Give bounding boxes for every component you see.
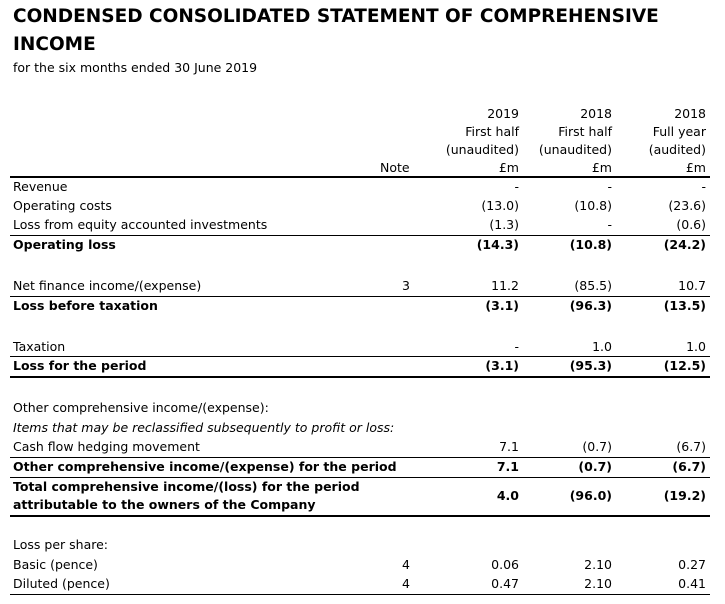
header-col-2019-h1 bbox=[446, 105, 519, 177]
value-2019-h1: 7.1 bbox=[496, 459, 519, 474]
value-2018-h1: 2.10 bbox=[584, 576, 612, 591]
page-title: CONDENSED CONSOLIDATED STATEMENT OF COMPREHENSIVE INCOME bbox=[13, 6, 659, 55]
value-2019-h1: 11.2 bbox=[491, 278, 519, 293]
value-2018-h1: 2.10 bbox=[584, 557, 612, 572]
row-label bbox=[13, 478, 360, 514]
header-period: First half bbox=[465, 124, 519, 139]
value-2018-h1: (95.3) bbox=[569, 358, 612, 373]
header-col-2018-fy bbox=[649, 105, 706, 177]
value-2018-h1: (96.0) bbox=[569, 488, 612, 503]
row-note: 3 bbox=[402, 278, 410, 293]
value-2018-h1: (85.5) bbox=[574, 278, 612, 293]
value-2018-fy: 0.41 bbox=[678, 576, 706, 591]
row-label: Items that may be reclassified subsequently to profit or loss: bbox=[13, 420, 395, 435]
row-label: Revenue bbox=[13, 179, 68, 194]
row-cash-flow-hedging bbox=[10, 437, 710, 457]
value-2018-h1: - bbox=[607, 217, 612, 232]
row-lps-heading bbox=[10, 535, 710, 555]
header-year: 2018 bbox=[580, 106, 612, 121]
row-label: Other comprehensive income/(expense): bbox=[13, 400, 269, 415]
value-2019-h1: - bbox=[514, 179, 519, 194]
value-2019-h1: (13.0) bbox=[481, 198, 519, 213]
row-label-line2: attributable to the owners of the Company bbox=[13, 497, 316, 512]
value-2018-h1: - bbox=[607, 179, 612, 194]
row-label: Other comprehensive income/(expense) for the period bbox=[13, 459, 397, 474]
value-2018-fy: 10.7 bbox=[678, 278, 706, 293]
value-2019-h1: (3.1) bbox=[485, 358, 519, 373]
double-rule bbox=[10, 515, 710, 517]
header-period: Full year bbox=[652, 124, 706, 139]
row-label: Loss for the period bbox=[13, 358, 147, 373]
value-2018-h1: 1.0 bbox=[592, 339, 612, 354]
row-revenue bbox=[10, 177, 710, 197]
row-label: Net finance income/(expense) bbox=[13, 278, 202, 293]
row-label-line1: Total comprehensive income/(loss) for the period bbox=[13, 479, 360, 494]
header-year: 2018 bbox=[674, 106, 706, 121]
value-2019-h1: 4.0 bbox=[496, 488, 519, 503]
value-2019-h1: 7.1 bbox=[499, 439, 519, 454]
row-note: 4 bbox=[402, 576, 410, 591]
row-loss-for-period bbox=[10, 356, 710, 376]
row-net-finance bbox=[10, 276, 710, 296]
row-oci-heading bbox=[10, 398, 710, 418]
value-2018-h1: (0.7) bbox=[582, 439, 612, 454]
header-note-label: Note bbox=[380, 160, 410, 175]
row-label: Operating loss bbox=[13, 237, 116, 252]
value-2018-h1: (10.8) bbox=[574, 198, 612, 213]
rule bbox=[10, 594, 710, 595]
row-equity-investments bbox=[10, 215, 710, 235]
double-rule bbox=[10, 376, 710, 378]
value-2019-h1: (14.3) bbox=[476, 237, 519, 252]
header-unit: £m bbox=[498, 160, 519, 175]
header-year: 2019 bbox=[487, 106, 519, 121]
value-2019-h1: (1.3) bbox=[489, 217, 519, 232]
value-2018-h1: (96.3) bbox=[569, 298, 612, 313]
page-subtitle: for the six months ended 30 June 2019 bbox=[13, 60, 258, 75]
header-audit-status: (unaudited) bbox=[538, 142, 612, 157]
value-2018-fy: (13.5) bbox=[663, 298, 706, 313]
value-2019-h1: - bbox=[514, 339, 519, 354]
header-col-2018-h1 bbox=[539, 105, 612, 177]
value-2018-fy: (0.6) bbox=[676, 217, 706, 232]
value-2018-fy: 0.27 bbox=[678, 557, 706, 572]
header-note bbox=[380, 159, 410, 177]
value-2019-h1: 0.06 bbox=[491, 557, 519, 572]
row-label: Diluted (pence) bbox=[13, 576, 110, 591]
value-2018-fy: (19.2) bbox=[663, 488, 706, 503]
header-audit-status: (audited) bbox=[648, 142, 706, 157]
row-oci-period bbox=[10, 457, 710, 477]
value-2018-fy: (23.6) bbox=[668, 198, 706, 213]
row-basic bbox=[10, 555, 710, 575]
row-diluted bbox=[10, 574, 710, 594]
row-label: Taxation bbox=[13, 339, 66, 354]
value-2019-h1: 0.47 bbox=[491, 576, 519, 591]
row-total-comprehensive bbox=[10, 478, 710, 514]
row-label: Loss before taxation bbox=[13, 298, 158, 313]
value-2018-h1: (10.8) bbox=[569, 237, 612, 252]
row-taxation bbox=[10, 337, 710, 357]
row-loss-before-tax bbox=[10, 296, 710, 316]
value-2019-h1: (3.1) bbox=[485, 298, 519, 313]
header-unit: £m bbox=[591, 160, 612, 175]
row-label: Loss from equity accounted investments bbox=[13, 217, 268, 232]
row-note: 4 bbox=[402, 557, 410, 572]
value-2018-fy: (12.5) bbox=[663, 358, 706, 373]
row-label: Cash flow hedging movement bbox=[13, 439, 200, 454]
header-audit-status: (unaudited) bbox=[445, 142, 519, 157]
row-label: Operating costs bbox=[13, 198, 112, 213]
row-oci-items bbox=[10, 418, 710, 438]
value-2018-fy: - bbox=[701, 179, 706, 194]
row-label: Loss per share: bbox=[13, 537, 108, 552]
row-operating-costs bbox=[10, 196, 710, 216]
header-period: First half bbox=[558, 124, 612, 139]
value-2018-fy: (24.2) bbox=[663, 237, 706, 252]
value-2018-fy: (6.7) bbox=[672, 459, 706, 474]
row-label: Basic (pence) bbox=[13, 557, 98, 572]
value-2018-h1: (0.7) bbox=[578, 459, 612, 474]
header-unit: £m bbox=[685, 160, 706, 175]
value-2018-fy: (6.7) bbox=[676, 439, 706, 454]
row-operating-loss bbox=[10, 235, 710, 255]
value-2018-fy: 1.0 bbox=[686, 339, 706, 354]
